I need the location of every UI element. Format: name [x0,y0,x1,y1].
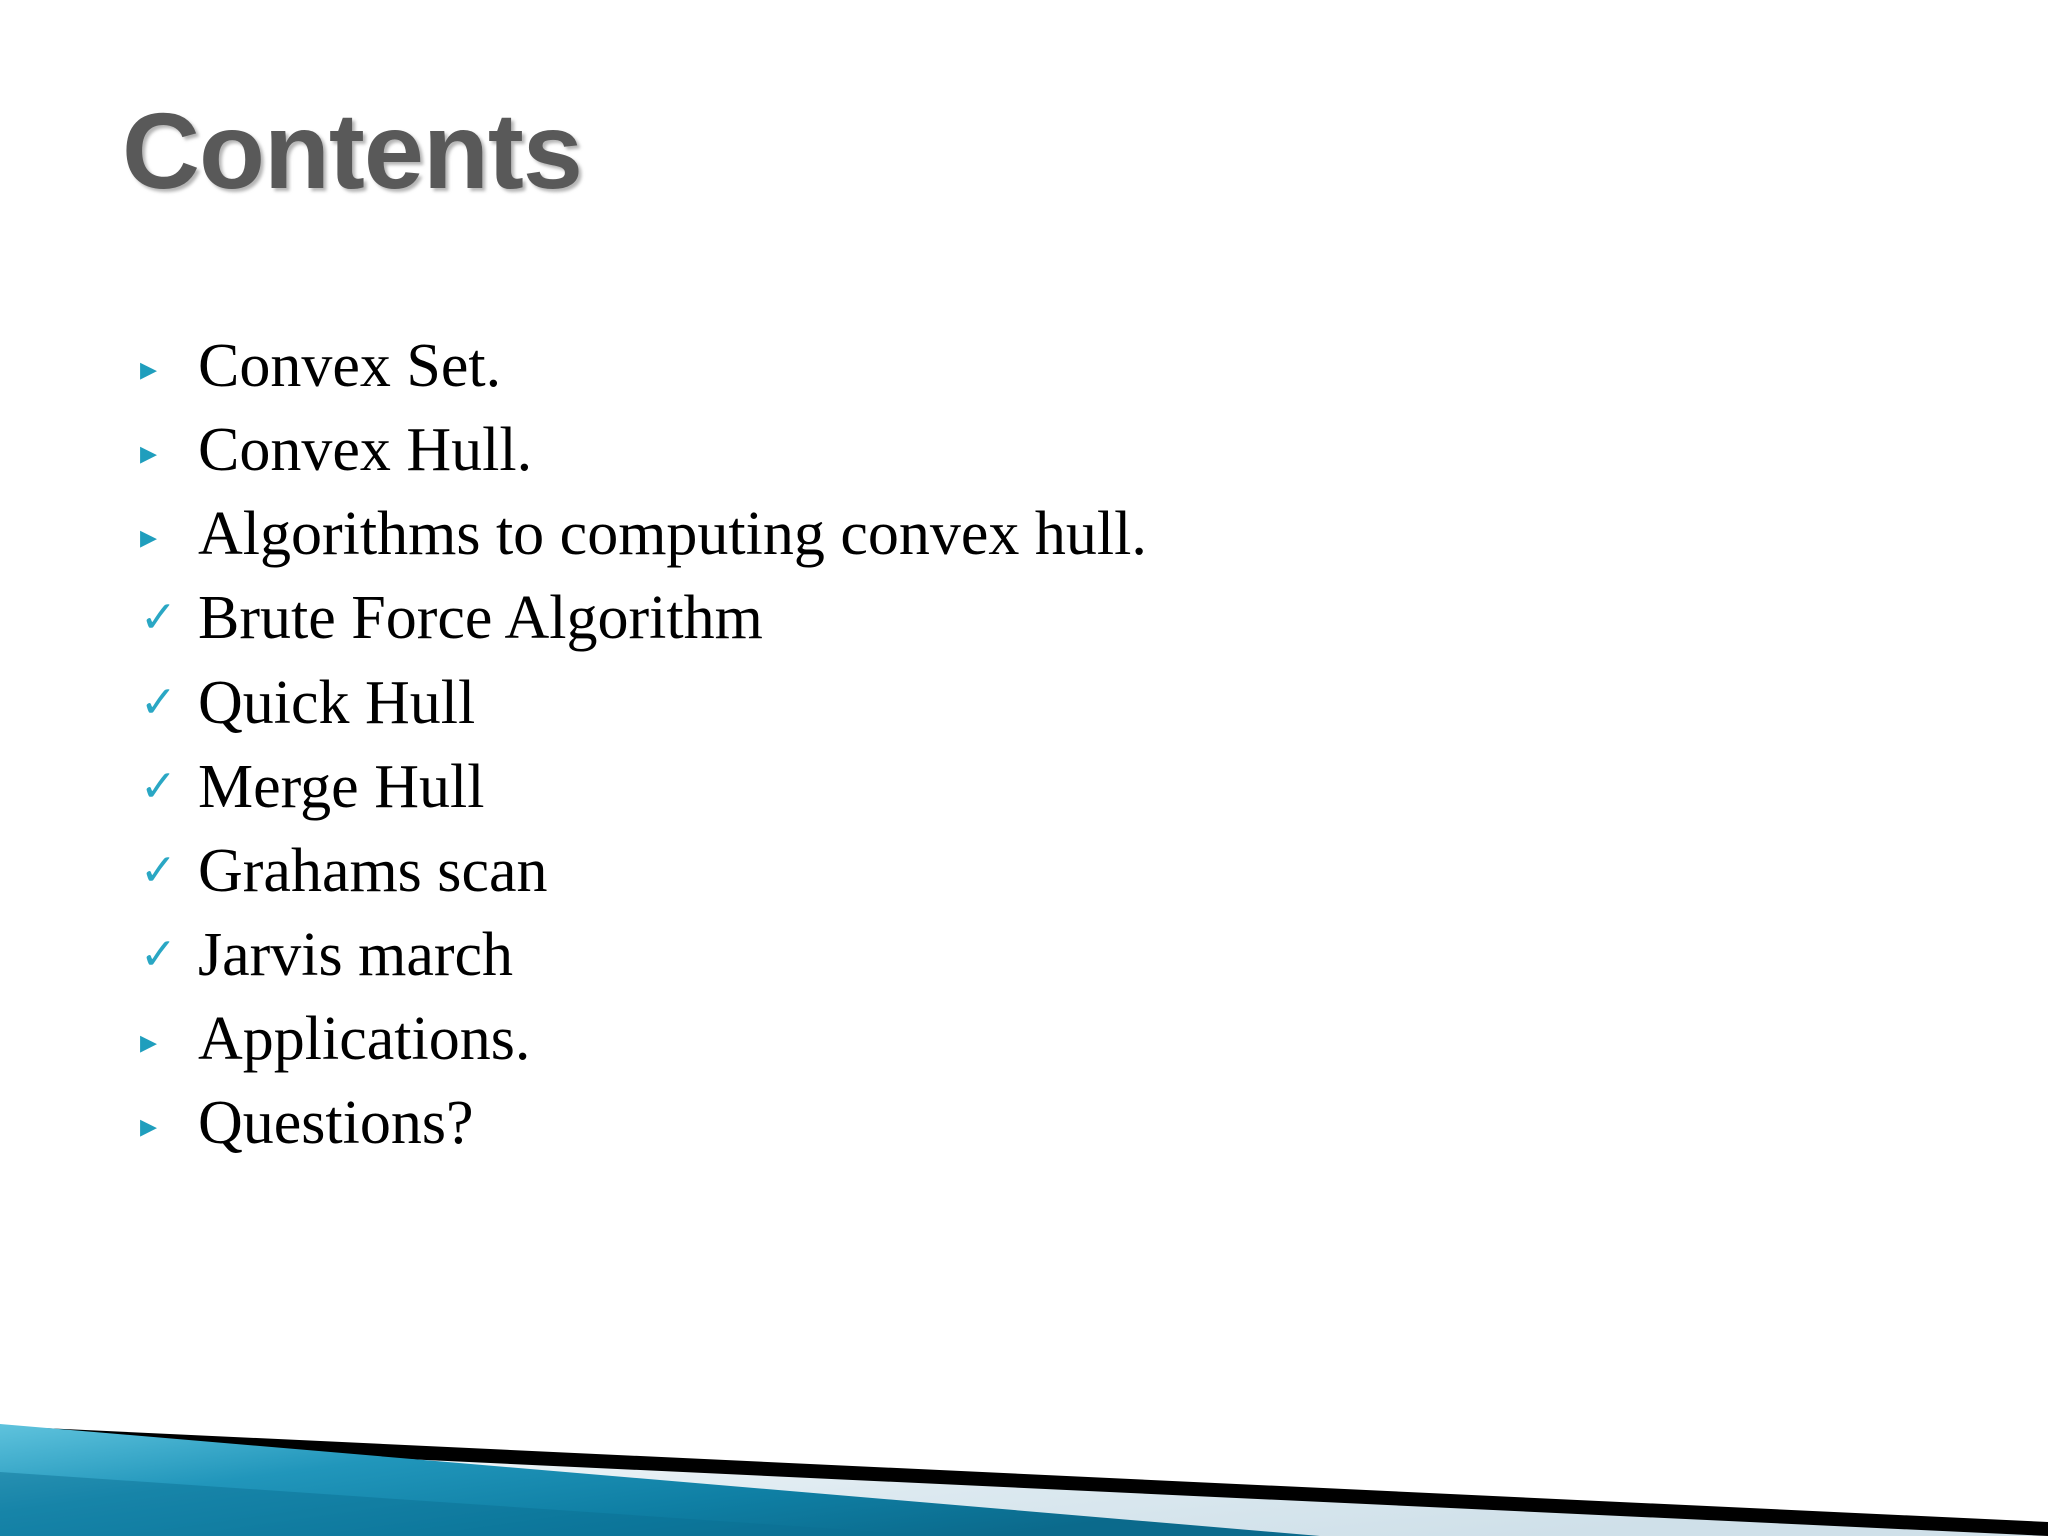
arrow-bullet-icon: ▸ [140,1024,158,1062]
list-item [140,919,1840,992]
list-item-label: Brute Force Algorithm [198,584,763,653]
list-item [140,498,1840,571]
check-bullet-icon: ✓ [140,593,177,643]
list-item-label: Merge Hull [198,752,485,821]
list-item-label: Algorithms to computing convex hull. [198,500,1147,569]
check-bullet-icon: ✓ [140,677,177,727]
list-item [140,1003,1840,1076]
list-item [140,667,1840,740]
list-item-label: Jarvis march [198,921,514,990]
list-item [140,835,1840,908]
arrow-bullet-icon: ▸ [140,435,158,473]
list-item-label: Quick Hull [198,668,476,737]
list-item [140,1087,1840,1160]
list-item [140,414,1840,487]
list-item [140,751,1840,824]
arrow-bullet-icon: ▸ [140,351,158,388]
list-item-label: Convex Hull. [198,416,533,485]
check-bullet-icon: ✓ [140,845,177,895]
list-item-label: Convex Set. [198,332,502,400]
page-title: Contents [122,90,582,211]
list-item [140,330,1840,403]
bottom-decoration [0,1276,2048,1536]
list-item-label: Questions? [198,1089,474,1158]
list-item-label: Grahams scan [198,836,548,905]
check-bullet-icon: ✓ [140,930,177,980]
arrow-bullet-icon: ▸ [140,519,158,557]
contents-list [140,330,1840,1172]
list-item-label: Applications. [198,1005,531,1074]
check-bullet-icon: ✓ [140,761,177,811]
list-item [140,582,1840,655]
arrow-bullet-icon: ▸ [140,1108,158,1146]
